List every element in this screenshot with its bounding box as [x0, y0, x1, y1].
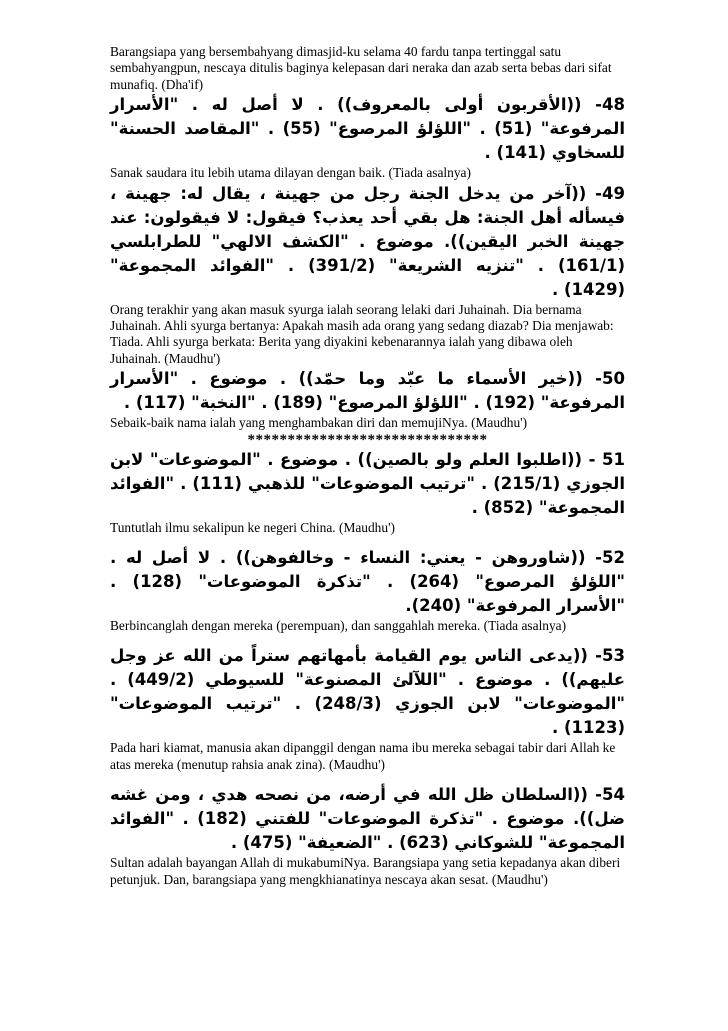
hadith-50: 50- ((خير الأسماء ما عبّد وما حمّد)) . موضوع . "الأسرار المرفوعة" (192) . "اللؤلؤ المرصوع" (189) . "النخبة" (117) .	[110, 369, 625, 413]
hadith-51: 51 - ((اطلبوا العلم ولو بالصين)) . موضوع . "الموضوعات" لابن الجوزي (215/1) . "ترتيب الموضوعات" للذهبي (111) . "الفوائد المجموعة" (852) .	[110, 449, 625, 517]
translation-51: Tuntutlah ilmu sekalipun ke negeri China. (Maudhu')	[110, 519, 395, 535]
translation-53: Pada hari kiamat, manusia akan dipanggil dengan nama ibu mereka sebagai tabir dari Allah ke atas mereka (menutup rahsia anak zina). (Maudhu')	[110, 740, 616, 772]
hadith-53: 53- ((يدعى الناس يوم القيامة بأمهاتهم ستراً من الله عز وجل عليهم)) . موضوع . "اللآلئ المصنوعة" للسيوطي (449/2) . "الموضوعات" لابن الجوزي (248/3) . "ترتيب الموضوعات" (1123) .	[110, 646, 625, 738]
translation-49: Orang terakhir yang akan masuk syurga ialah seorang lelaki dari Juhainah. Dia bernama Juhainah. Ahli syurga bertanya: Apakah masih ada orang yang sedang diazab? Dia menjawab: Tiada. Ahli syurga berkata: Berita yang diyakini kebenarannya ialah yang dibawa oleh Juhainah. (Maudhu')	[110, 301, 614, 366]
hadith-54: 54- ((السلطان ظل الله في أرضه، من نصحه هدي ، ومن غشه ضل)). موضوع . "تذكرة الموضوعات" للفتني (182) . "الفوائد المجموعة" للشوكاني (623) . "الضعيفة" (475) .	[110, 785, 625, 853]
hadith-52: 52- ((شاوروهن - يعني: النساء - وخالفوهن)) . لا أصل له . "اللؤلؤ المرصوع" (264) . "تذكرة الموضوعات" (128) . "الأسرار المرفوعة" (240).	[110, 548, 625, 616]
translation-54: Sultan adalah bayangan Allah di mukabumiNya. Barangsiapa yang setia kepadanya akan diberi petunjuk. Dan, barangsiapa yang mengkhianatinya nescaya akan sesat. (Maudhu')	[110, 855, 621, 887]
translation-50: Sebaik-baik nama ialah yang menghambakan diri dan memujiNya. (Maudhu')	[110, 415, 528, 431]
section-divider: ******************************	[247, 431, 488, 448]
translation-47: Barangsiapa yang bersembahyang dimasjid-ku selama 40 fardu tanpa tertinggal satu sembahyangpun, nescaya ditulis baginya kelepasan dari neraka dan azab serta bebas dari sifat munafiq. (Dha'if)	[110, 44, 612, 92]
document-page	[110, 44, 625, 888]
translation-52: Berbincanglah dengan mereka (perempuan), dan sanggahlah mereka. (Tiada asalnya)	[110, 618, 567, 634]
translation-48: Sanak saudara itu lebih utama dilayan dengan baik. (Tiada asalnya)	[110, 165, 471, 181]
hadith-48: 48- ((الأقربون أولى بالمعروف)) . لا أصل له . "الأسرار المرفوعة" (51) . "اللؤلؤ المرصوع" (55) . "المقاصد الحسنة" للسخاوي (141) .	[110, 95, 625, 163]
hadith-49: 49- ((آخر من يدخل الجنة رجل من جهينة ، يقال له: جهينة ، فيسأله أهل الجنة: هل بقي أحد يعذب؟ فيقول: لا فيقولون: عند جهينة الخبر اليقين)). موضوع . "الكشف الالهي" للطرابلسي (161/1) . "تنزيه الشريعة" (391/2) . "الفوائد المجموعة" (1429) .	[110, 183, 625, 299]
